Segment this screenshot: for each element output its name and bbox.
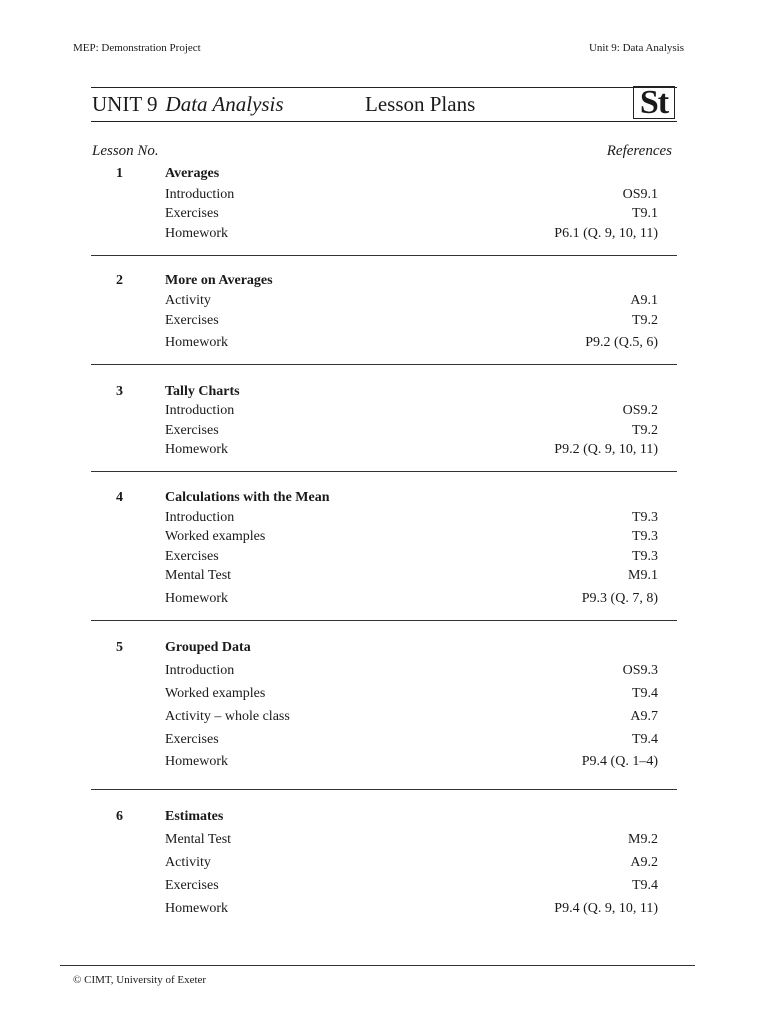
lesson-number: 6 [116, 809, 123, 824]
lesson-item-label: Homework [165, 754, 228, 769]
lesson-item-reference: OS9.3 [622, 663, 658, 678]
st-badge: St [633, 86, 675, 119]
lesson-item-label: Exercises [165, 423, 219, 438]
column-heading-references: References [606, 143, 672, 159]
lesson-item-reference: T9.2 [631, 423, 658, 438]
lesson-item-reference: M9.2 [628, 832, 658, 847]
lesson-item-label: Activity – whole class [165, 709, 290, 724]
lesson-title: Grouped Data [165, 640, 251, 655]
lesson-item-reference: A9.7 [630, 709, 658, 724]
lesson-item-label: Activity [165, 855, 211, 870]
lesson-item-reference: T9.1 [631, 206, 658, 221]
unit-number: UNIT 9 [92, 92, 158, 116]
lesson-item-label: Homework [165, 442, 228, 457]
lesson-item-label: Mental Test [165, 832, 232, 847]
lesson-item-reference: T9.4 [631, 732, 658, 747]
unit-topic: Data Analysis [165, 92, 284, 116]
lesson-item-reference: P9.4 (Q. 9, 10, 11) [554, 901, 658, 916]
running-header-left: MEP: Demonstration Project [73, 42, 201, 54]
lesson-number: 1 [116, 166, 123, 181]
lesson-item-label: Introduction [165, 187, 235, 202]
lesson-item-reference: T9.4 [631, 878, 658, 893]
lesson-title: More on Averages [165, 273, 273, 288]
lesson-item-label: Introduction [165, 663, 235, 678]
lesson-item-label: Exercises [165, 206, 219, 221]
title-bottom-rule [91, 121, 677, 122]
lesson-item-label: Worked examples [165, 529, 266, 544]
lesson-item-reference: T9.3 [631, 510, 658, 525]
lesson-item-label: Exercises [165, 732, 219, 747]
lesson-item-reference: P9.3 (Q. 7, 8) [581, 591, 658, 606]
title-top-rule [91, 87, 677, 88]
lesson-number: 2 [116, 273, 123, 288]
lesson-item-reference: OS9.1 [622, 187, 658, 202]
lesson-item-label: Homework [165, 901, 228, 916]
lesson-item-label: Exercises [165, 549, 219, 564]
lesson-item-reference: OS9.2 [622, 403, 658, 418]
lesson-item-label: Homework [165, 591, 228, 606]
lesson-separator [91, 789, 677, 790]
lesson-item-reference: T9.3 [631, 529, 658, 544]
lesson-item-reference: T9.4 [631, 686, 658, 701]
lesson-item-reference: A9.1 [630, 293, 658, 308]
lesson-title: Tally Charts [165, 384, 240, 399]
lesson-item-reference: T9.3 [631, 549, 658, 564]
lesson-item-reference: P9.4 (Q. 1–4) [581, 754, 658, 769]
unit-title [92, 90, 284, 118]
lesson-item-reference: T9.2 [631, 313, 658, 328]
lesson-number: 4 [116, 490, 123, 505]
lesson-item-label: Introduction [165, 403, 235, 418]
lesson-item-label: Homework [165, 335, 228, 350]
lesson-item-reference: A9.2 [630, 855, 658, 870]
lesson-separator [91, 471, 677, 472]
lesson-item-reference: P9.2 (Q.5, 6) [585, 335, 658, 350]
lesson-number: 5 [116, 640, 123, 655]
lesson-title: Averages [165, 166, 220, 181]
lesson-item-label: Exercises [165, 878, 219, 893]
lesson-title: Calculations with the Mean [165, 490, 330, 505]
lesson-plans-heading: Lesson Plans [365, 92, 476, 116]
lesson-item-label: Mental Test [165, 568, 232, 583]
running-header-right: Unit 9: Data Analysis [588, 42, 684, 54]
column-heading-lesson: Lesson No. [92, 143, 159, 159]
lesson-item-label: Worked examples [165, 686, 266, 701]
lesson-item-reference: M9.1 [628, 568, 658, 583]
lesson-item-label: Activity [165, 293, 211, 308]
lesson-title: Estimates [165, 809, 224, 824]
lesson-separator [91, 364, 677, 365]
lesson-item-reference: P9.2 (Q. 9, 10, 11) [554, 442, 658, 457]
footer-copyright: © CIMT, University of Exeter [73, 974, 207, 986]
lesson-separator [91, 255, 677, 256]
lesson-item-label: Exercises [165, 313, 219, 328]
lesson-item-label: Homework [165, 226, 228, 241]
lesson-item-label: Introduction [165, 510, 235, 525]
footer-rule [60, 965, 695, 966]
lesson-number: 3 [116, 384, 123, 399]
lesson-item-reference: P6.1 (Q. 9, 10, 11) [554, 226, 658, 241]
lesson-separator [91, 620, 677, 621]
